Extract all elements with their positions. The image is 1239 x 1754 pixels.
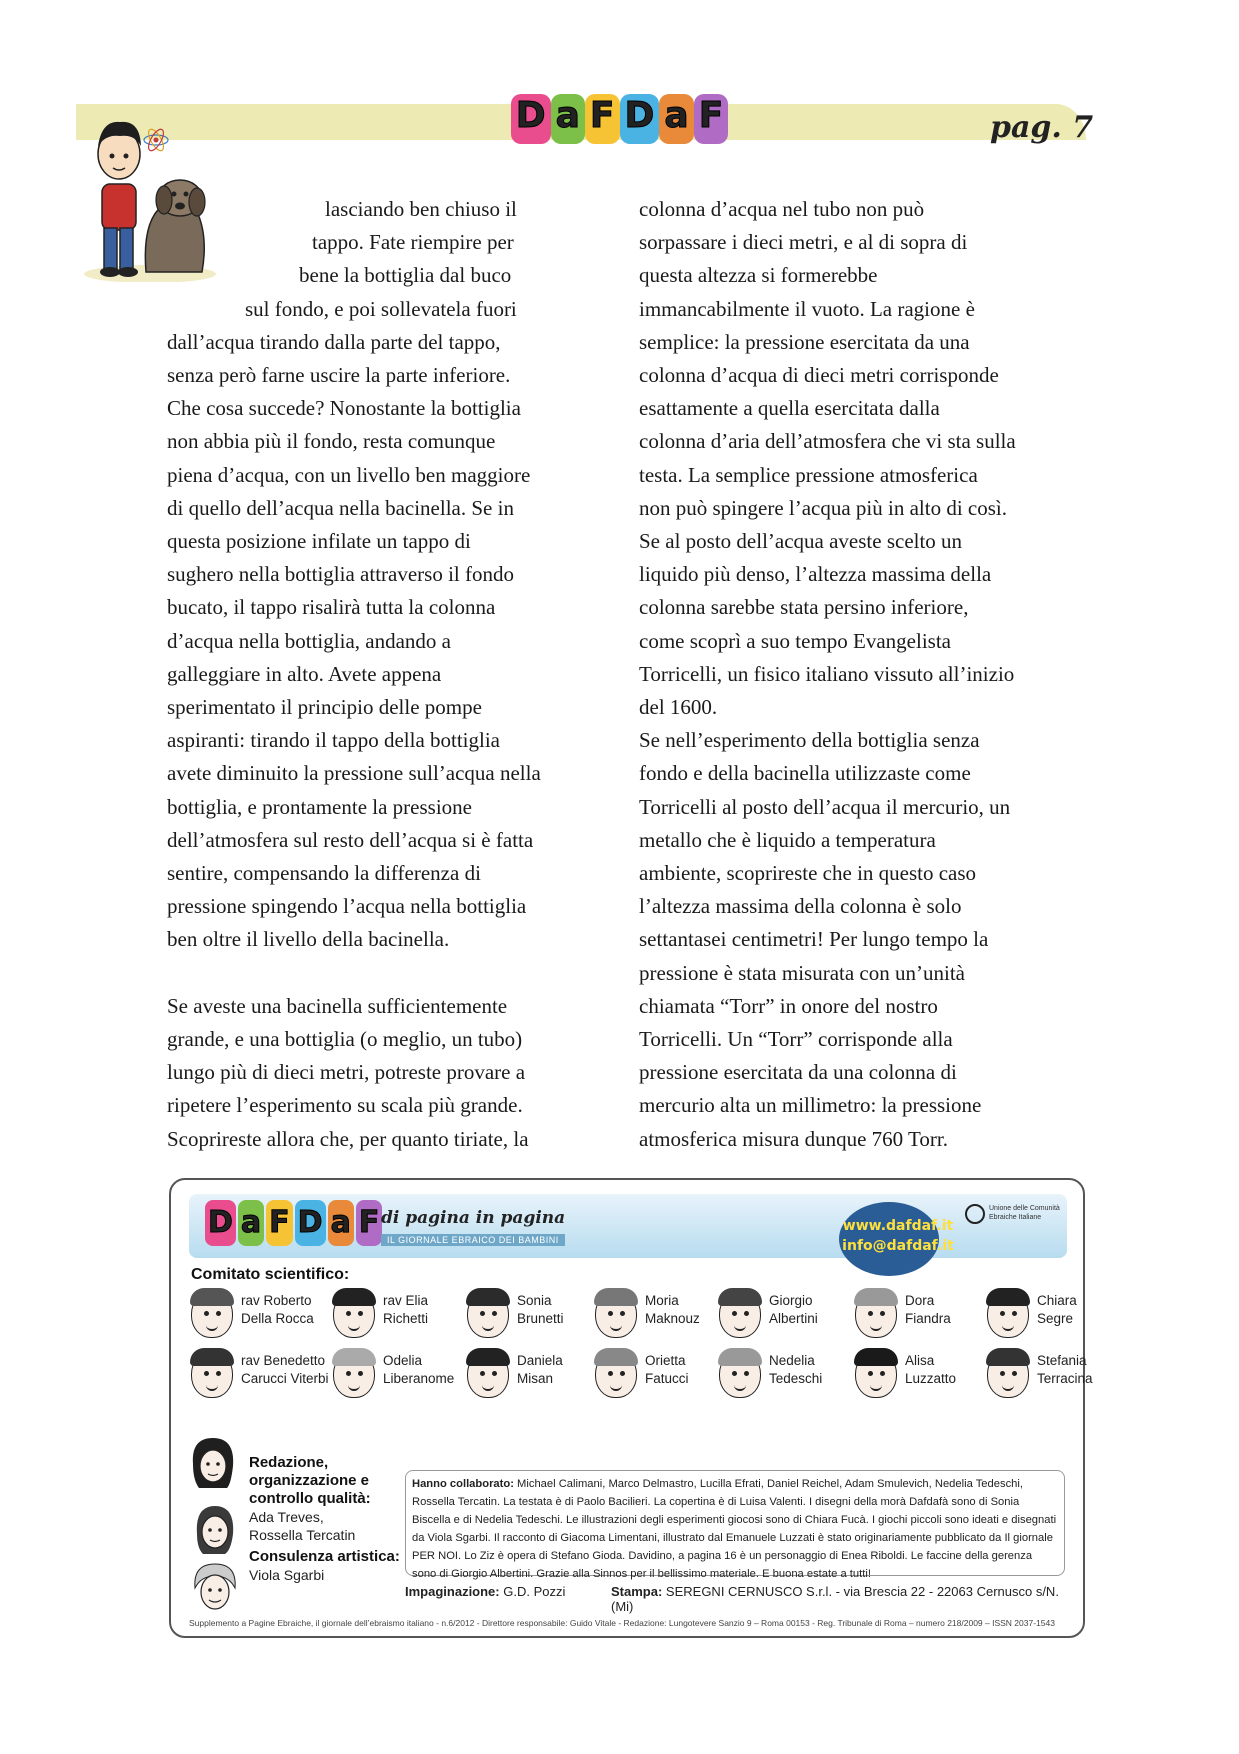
member-name-line2: Maknouz — [645, 1311, 700, 1326]
ucei-logo-icon — [965, 1204, 985, 1224]
impag-value: G.D. Pozzi — [503, 1584, 566, 1599]
avatar-face-icon — [987, 1350, 1029, 1398]
text-line: grande, e una bottiglia (o meglio, un tubo) — [167, 1027, 523, 1052]
member-name-line2: Luzzatto — [905, 1371, 957, 1386]
collab-text: Michael Calimani, Marco Delmastro, Lucilla Efrati, Daniel Reichel, Adam Smulevich, Nedelia Tedeschi, Rossella Tercatin. La testata è di Paolo Bacilieri. La copertina è di Luisa Valenti. I disegni della morà Dafdafà sono di Sonia Biscella e di Nedelia Tedeschi. Le illustrazioni degli esperimenti giocosi sono di Chiara Fucà. I giochi piccoli sono ideati e disegnati da Viola Sgarbi. Il racconto di Giacoma Limentani, illustrato dal Emanuele Luzzati è stato originariamente pubblicato da Il giornale PER NOI. Lo Ziz è opera di Stefano Gioda. Davidino, a pagina 16 è un personaggio di Enea Riboldi. Le faccine della gerenza sono di Giorgio Albertini. Grazie alla Sinnos per il bellissimo materiale. E buona estate a tutti! — [412, 1478, 1057, 1580]
text-line: colonna d’acqua nel tubo non può — [639, 197, 925, 221]
consulenza-title: Consulenza artistica: — [249, 1548, 400, 1565]
member-name — [1037, 1352, 1093, 1388]
avatar-face-icon — [191, 1350, 233, 1398]
banner-tagline: di pagina in pagina — [381, 1208, 566, 1228]
banner-subtitle: IL GIORNALE EBRAICO DEI BAMBINI — [381, 1234, 565, 1246]
member-name — [905, 1352, 956, 1388]
member-name-line1: Stefania — [1037, 1353, 1087, 1368]
text-line: sentire, compensando la differenza di — [167, 861, 481, 886]
banner-logo-letter: D — [295, 1200, 326, 1246]
text-line: chiamata “Torr” in onore del nostro — [639, 993, 938, 1018]
text-line: Che cosa succede? Nonostante la bottiglia — [167, 396, 521, 421]
credits-box — [169, 1178, 1093, 1638]
member-name-line2: Liberanome — [383, 1371, 455, 1386]
text-line: dall’acqua tirando dalla parte del tappo, — [167, 329, 501, 354]
email-link[interactable]: info@dafdaf.it — [842, 1238, 954, 1254]
stampa — [611, 1584, 1083, 1614]
banner-logo-letter: F — [266, 1200, 293, 1246]
avatar-face-icon — [719, 1290, 761, 1338]
consulenza-name: Viola Sgarbi — [249, 1567, 325, 1583]
member-name-line2: Segre — [1037, 1311, 1074, 1326]
avatar-consulenza — [189, 1560, 239, 1616]
member-name-line2: Albertini — [769, 1311, 818, 1326]
member-name — [769, 1292, 818, 1328]
member-name-line2: Tedeschi — [769, 1371, 823, 1386]
avatar-redazione-2 — [189, 1500, 239, 1556]
text-line: liquido più denso, l’altezza massima della — [639, 562, 992, 587]
page-number: pag. 7 — [990, 110, 1094, 145]
text-line: ambiente, scoprireste che in questo caso — [639, 861, 977, 886]
text-line: atmosferica misura dunque 760 Torr. — [639, 1126, 948, 1151]
text-line: Torricelli al posto dell’acqua il mercurio, un — [639, 794, 1011, 819]
member-name-line2: Fatucci — [645, 1371, 689, 1386]
text-line: fondo e della bacinella utilizzaste come — [639, 761, 971, 786]
banner-logo-letter: D — [205, 1200, 236, 1246]
member-name — [769, 1352, 822, 1388]
text-line: Se al posto dell’acqua aveste scelto un — [639, 529, 963, 554]
text-line: Scoprireste allora che, per quanto tiriate, la — [167, 1126, 529, 1151]
logo-letter: D — [511, 94, 551, 144]
text-line: del 1600. — [639, 695, 718, 720]
text-line — [167, 957, 617, 990]
stampa-value: SEREGNI CERNUSCO S.r.l. - via Brescia 22 - 22063 Cernusco s/N. (Mi) — [611, 1584, 1059, 1614]
impaginazione — [405, 1584, 565, 1599]
avatar-face-icon — [855, 1290, 897, 1338]
text-line: d’acqua nella bottiglia, andando a — [167, 628, 451, 653]
text-line: Torricelli, un fisico italiano vissuto all’inizio — [639, 661, 1015, 686]
member-name-line2: Richetti — [383, 1311, 429, 1326]
member-name — [383, 1352, 454, 1388]
text-line: immancabilmente il vuoto. La ragione è — [639, 296, 975, 321]
text-line: lasciando ben chiuso il — [325, 197, 517, 221]
member-name — [645, 1352, 689, 1388]
credits-banner — [189, 1194, 1067, 1258]
logo-letter: F — [694, 94, 729, 144]
text-line: ripetere l’esperimento su scala più grande. — [167, 1093, 523, 1118]
website-link[interactable]: www.dafdaf.it — [842, 1218, 954, 1234]
avatar-face-icon — [467, 1350, 509, 1398]
text-line: settantasei centimetri! Per lungo tempo la — [639, 927, 989, 952]
text-line: come scoprì a suo tempo Evangelista — [639, 628, 951, 653]
member-name-line1: Chiara — [1037, 1293, 1077, 1308]
text-line: colonna d’acqua di dieci metri corrisponde — [639, 363, 999, 388]
avatar-face-icon — [467, 1290, 509, 1338]
member-name-line1: Orietta — [645, 1353, 686, 1368]
text-line: galleggiare in alto. Avete appena — [167, 661, 442, 686]
text-line: aspiranti: tirando il tappo della bottiglia — [167, 728, 501, 753]
logo-letter: a — [551, 94, 585, 144]
member-name-line2: Brunetti — [517, 1311, 564, 1326]
text-line: avete diminuito la pressione sull’acqua nella — [167, 761, 541, 786]
text-line: lungo più di dieci metri, potreste provare a — [167, 1060, 526, 1085]
avatar-face-icon — [191, 1290, 233, 1338]
text-line: pressione è stata misurata con un’unità — [639, 960, 965, 985]
text-line: Se nell’esperimento della bottiglia senza — [639, 728, 980, 753]
member-name — [517, 1292, 564, 1328]
member-name — [241, 1292, 314, 1328]
member-name-line2: Misan — [517, 1371, 554, 1386]
member-name — [517, 1352, 563, 1388]
banner-logo-letter: a — [328, 1200, 354, 1246]
text-line: mercurio alta un millimetro: la pressione — [639, 1093, 982, 1118]
text-line: sorpassare i dieci metri, e al di sopra di — [639, 230, 968, 255]
text-line: Torricelli. Un “Torr” corrisponde alla — [639, 1027, 953, 1052]
text-line: di quello dell’acqua nella bacinella. Se in — [167, 495, 514, 520]
text-line: bottiglia, e prontamente la pressione — [167, 794, 472, 819]
member-name-line2: Carucci Viterbi — [241, 1371, 329, 1386]
ucei-label: Unione delle Comunità Ebraiche Italiane — [989, 1205, 1060, 1221]
text-line: sughero nella bottiglia attraverso il fondo — [167, 562, 514, 587]
avatar-face-icon — [595, 1290, 637, 1338]
text-line: questa altezza si formerebbe — [639, 263, 878, 288]
text-line: sperimentato il principio delle pompe — [167, 695, 482, 720]
avatar-face-icon — [333, 1350, 375, 1398]
banner-dafdaf-logo — [205, 1200, 384, 1246]
stampa-label: Stampa: — [611, 1584, 663, 1599]
text-line: Se aveste una bacinella sufficientemente — [167, 993, 508, 1018]
logo-letter: F — [585, 94, 620, 144]
text-line: pressione esercitata da una colonna di — [639, 1060, 957, 1085]
banner-logo-letter: F — [356, 1200, 383, 1246]
text-line: dell’atmosfera sul resto dell’acqua si è fatta — [167, 827, 534, 852]
text-line: testa. La semplice pressione atmosferica — [639, 462, 978, 487]
member-name — [383, 1292, 428, 1328]
banner-logo-letter: a — [238, 1200, 264, 1246]
avatar-redazione-1 — [187, 1434, 237, 1490]
redazione-name-1: Ada Treves, — [249, 1509, 324, 1525]
avatar-face-icon — [719, 1350, 761, 1398]
avatar-face-icon — [987, 1290, 1029, 1338]
redazione-names — [249, 1508, 355, 1544]
member-name-line1: Dora — [905, 1293, 935, 1308]
text-line: ben oltre il livello della bacinella. — [167, 927, 450, 952]
avatar-face-icon — [855, 1350, 897, 1398]
member-name-line1: Nedelia — [769, 1353, 815, 1368]
text-line: bene la bottiglia dal buco — [299, 263, 512, 288]
article-right-column — [639, 193, 1099, 1156]
collab-label: Hanno collaborato: — [412, 1478, 514, 1490]
avatar-face-icon — [595, 1350, 637, 1398]
member-name-line1: Moria — [645, 1293, 679, 1308]
member-name-line1: Giorgio — [769, 1293, 813, 1308]
member-name-line2: Della Rocca — [241, 1311, 314, 1326]
logo-letter: a — [659, 94, 693, 144]
text-line: non abbia più il fondo, resta comunque — [167, 429, 496, 454]
member-name-line1: rav Elia — [383, 1293, 429, 1308]
text-line: pressione spingendo l’acqua nella bottiglia — [167, 894, 527, 919]
member-name — [645, 1292, 700, 1328]
collaborators-box — [405, 1470, 1065, 1580]
redazione-name-2: Rossella Tercatin — [249, 1527, 356, 1543]
article-left-column — [167, 193, 617, 1156]
text-line: colonna d’aria dell’atmosfera che vi sta sulla — [639, 429, 1016, 454]
member-name-line2: Fiandra — [905, 1311, 951, 1326]
text-line: sul fondo, e poi sollevatela fuori — [245, 296, 517, 321]
text-line: colonna sarebbe stata persino inferiore, — [639, 595, 969, 620]
text-line: non può spingere l’acqua più in alto di così. — [639, 495, 1008, 520]
text-line: metallo che è liquido a temperatura — [639, 827, 936, 852]
member-name-line1: Alisa — [905, 1353, 935, 1368]
logo-letter: D — [620, 94, 660, 144]
member-name — [1037, 1292, 1077, 1328]
avatar-face-icon — [333, 1290, 375, 1338]
impag-label: Impaginazione: — [405, 1584, 500, 1599]
text-line: piena d’acqua, con un livello ben maggiore — [167, 462, 531, 487]
member-name-line1: rav Roberto — [241, 1293, 312, 1308]
text-line: senza però farne uscire la parte inferiore. — [167, 363, 511, 388]
member-name-line1: Sonia — [517, 1293, 552, 1308]
member-name-line1: Odelia — [383, 1353, 423, 1368]
member-name-line2: Terracina — [1037, 1371, 1093, 1386]
member-name — [241, 1352, 329, 1388]
redazione-title: Redazione, organizzazione e controllo qualità: — [249, 1454, 371, 1507]
text-line: questa posizione infilate un tappo di — [167, 529, 471, 554]
footer-legal: Supplemento a Pagine Ebraiche, il giornale dell’ebraismo italiano - n.6/2012 - Direttore responsabile: Guido Vitale - Redazione: Lungotevere Sanzio 9 – Roma 00153 - Reg. Tribunale di Roma – numero 218/2009 – ISSN 2037-1543 — [189, 1618, 1055, 1628]
text-line: esattamente a quella esercitata dalla — [639, 396, 940, 421]
website-badge — [839, 1202, 954, 1276]
comitato-title: Comitato scientifico: — [191, 1266, 350, 1283]
text-line: tappo. Fate riempire per — [312, 230, 514, 255]
text-line: l’altezza massima della colonna è solo — [639, 894, 962, 919]
member-name-line1: Daniela — [517, 1353, 563, 1368]
member-name — [905, 1292, 951, 1328]
text-line: bucato, il tappo risalirà tutta la colonna — [167, 595, 496, 620]
member-name-line1: rav Benedetto — [241, 1353, 326, 1368]
text-line: semplice: la pressione esercitata da una — [639, 329, 970, 354]
